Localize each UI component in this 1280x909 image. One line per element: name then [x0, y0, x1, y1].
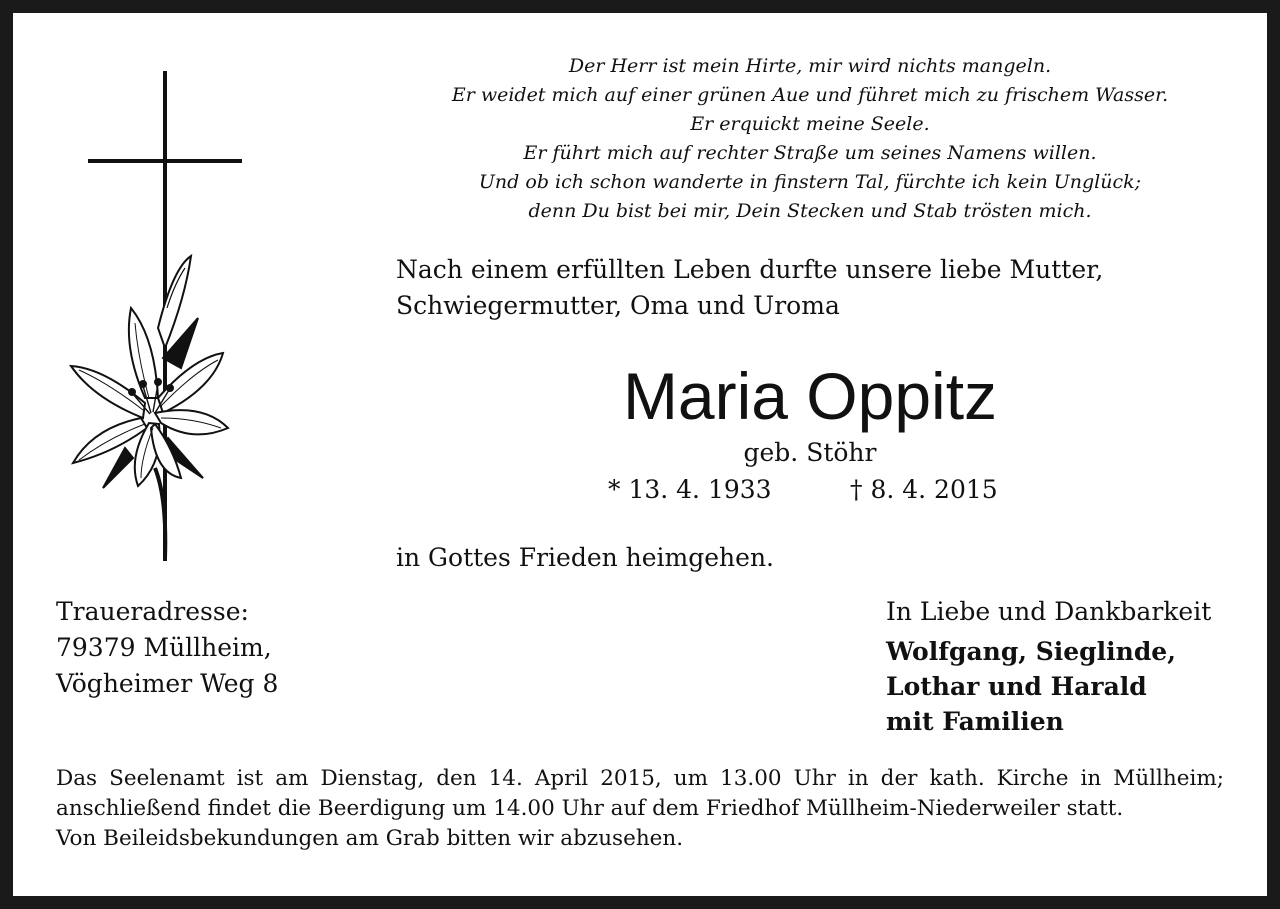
address-label: Traueradresse:: [56, 597, 249, 626]
mourners-names: [886, 634, 1211, 739]
birth-date: * 13. 4. 1933: [608, 475, 772, 504]
deceased-name: Maria Oppitz: [622, 359, 998, 433]
birth-name: geb. Stöhr: [743, 438, 877, 467]
intro-line: Schwiegermutter, Oma und Uroma: [396, 291, 840, 320]
psalm-verse: [300, 52, 1280, 226]
footer-line: Das Seelenamt ist am Dienstag, den 14. April 2015, um 13.00 Uhr in der kath. Kirche in Müllheim;: [56, 766, 1224, 791]
mourners-block: [886, 594, 1211, 739]
mourners-heading: In Liebe und Dankbarkeit: [886, 597, 1212, 626]
lily-icon: [71, 256, 228, 558]
psalm-line: Er weidet mich auf einer grünen Aue und führet mich zu frischem Wasser.: [451, 84, 1169, 106]
mourner-line: Wolfgang, Sieglinde,: [886, 637, 1176, 666]
address-street: Vögheimer Weg 8: [56, 669, 279, 698]
cross-and-lily-emblem: [63, 68, 253, 568]
psalm-line: Und ob ich schon wanderte in finstern Tal, fürchte ich kein Unglück;: [478, 171, 1142, 193]
address-city: 79379 Müllheim,: [56, 633, 272, 662]
mourner-line: Lothar und Harald: [886, 672, 1147, 701]
service-details: [56, 764, 1224, 854]
mourning-address: [56, 594, 278, 702]
mourner-line: mit Familien: [886, 707, 1064, 736]
psalm-line: Er führt mich auf rechter Straße um seines Namens willen.: [523, 142, 1097, 164]
closing-text: in Gottes Frieden heimgehen.: [396, 543, 775, 572]
psalm-line: denn Du bist bei mir, Dein Stecken und Stab trösten mich.: [528, 200, 1092, 222]
footer-line: anschließend findet die Beerdigung um 14.00 Uhr auf dem Friedhof Müllheim-Niederweiler statt.: [56, 796, 1124, 821]
psalm-line: Er erquickt meine Seele.: [690, 113, 930, 135]
intro-line: Nach einem erfüllten Leben durfte unsere liebe Mutter,: [396, 255, 1104, 284]
footer-line: Von Beileidsbekundungen am Grab bitten wir abzusehen.: [56, 826, 684, 851]
intro-text: [396, 252, 1103, 324]
death-date: † 8. 4. 2015: [850, 475, 998, 504]
psalm-line: Der Herr ist mein Hirte, mir wird nichts mangeln.: [568, 55, 1052, 77]
